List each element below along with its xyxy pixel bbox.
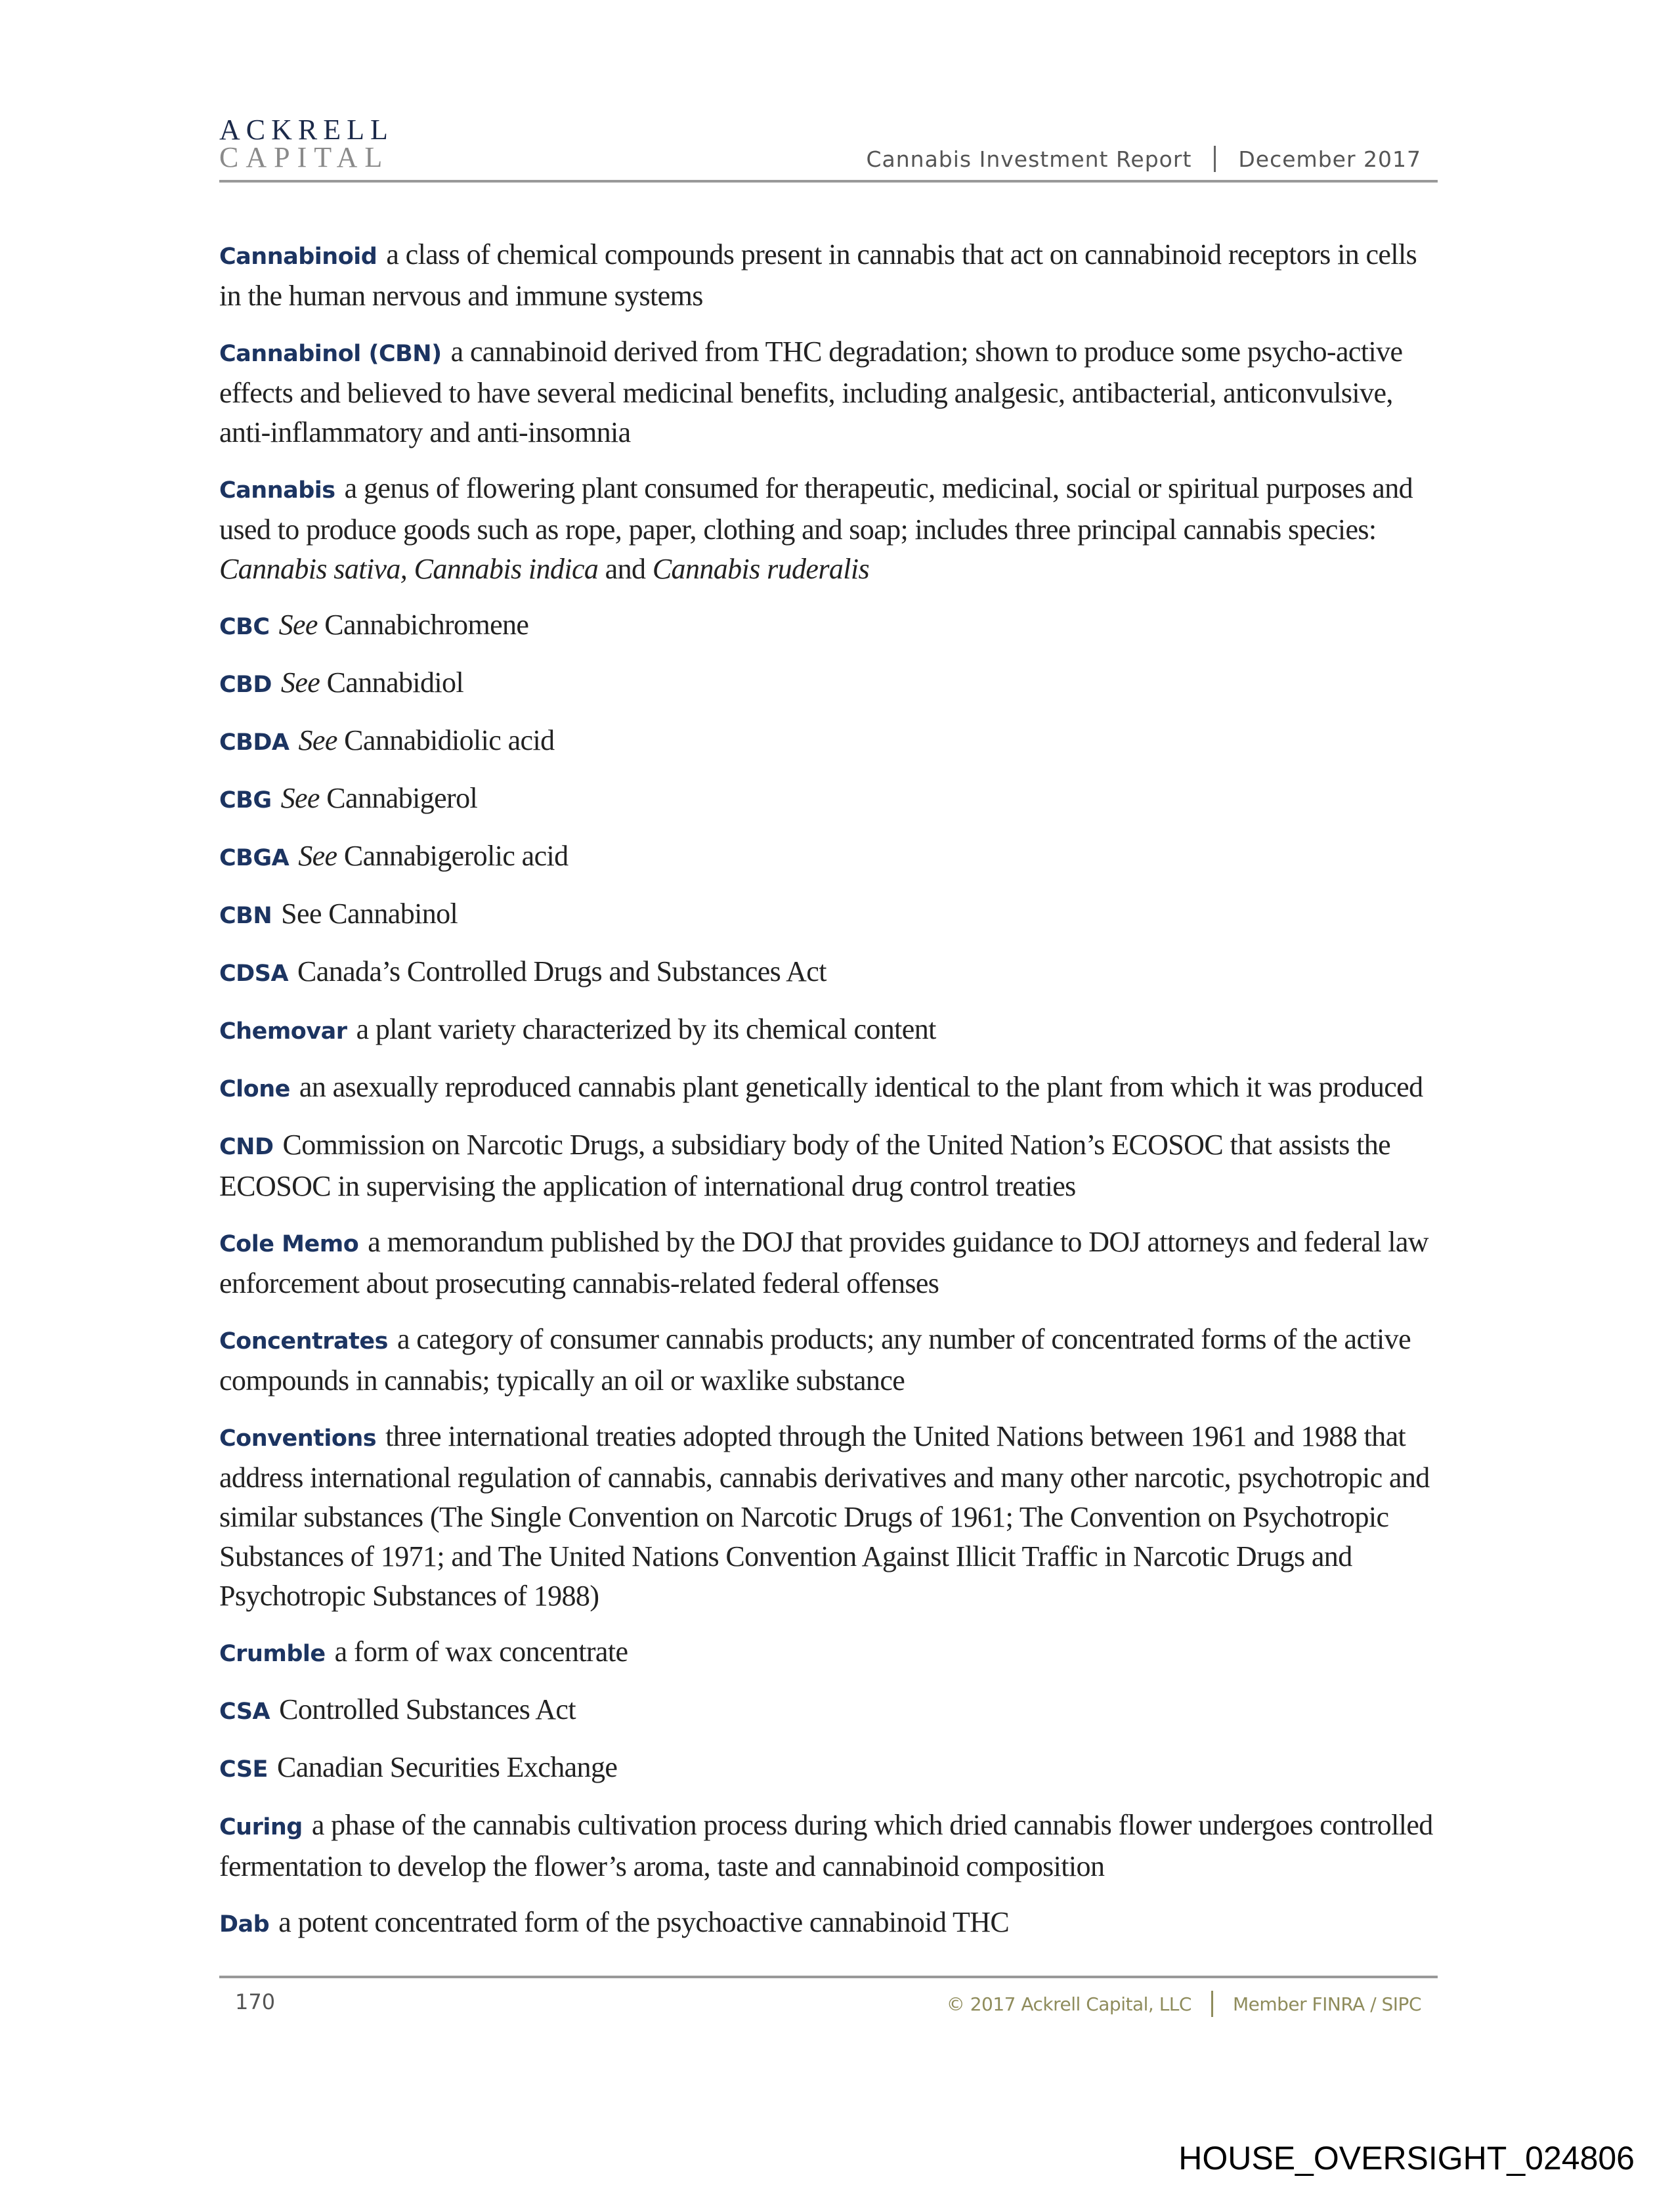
glossary-definition: See [278,609,318,641]
glossary-definition: Cannabichromene [317,609,529,641]
glossary-term: Cannabis [219,477,335,504]
glossary-term: Clone [219,1076,290,1102]
glossary-term: CND [219,1134,274,1160]
glossary-definition: Cannabigerol [319,782,478,814]
glossary-entry [219,663,1440,705]
glossary-term: CBG [219,787,272,813]
glossary-entry [219,1417,1440,1616]
glossary-entry [219,1223,1440,1303]
footer-divider [1211,1991,1213,2017]
logo-line-ackrell: ACKRELL [219,114,394,146]
glossary-definition: a class of chemical compounds present in cannabis that act on cannabinoid receptors in cells in the human nervous and immune systems [219,238,1417,312]
glossary-term: CBD [219,672,272,698]
glossary-term: Crumble [219,1641,326,1667]
glossary-term: Cannabinol (CBN) [219,341,442,367]
glossary-definition: three international treaties adopted through the United Nations between 1961 and 1988 that address international regulation of cannabis, cannabis derivatives and many other narcotic, psychotropic and similar substances (The Single Convention on Narcotic Drugs of 1961; The Convention on Psychotropic Substances of 1971; and The United Nations Convention Against Illicit Traffic in Narcotic Drugs and Psychotropic Substances of 1988) [219,1420,1430,1612]
glossary-term: CBDA [219,729,290,756]
glossary-list [219,235,1440,1961]
glossary-term: Cole Memo [219,1231,359,1257]
glossary-definition: a category of consumer cannabis products; any number of concentrated forms of the active compounds in cannabis; typically an oil or waxlike substance [219,1323,1411,1397]
glossary-entry [219,836,1440,878]
glossary-entry [219,1068,1440,1109]
glossary-entry [219,952,1440,993]
glossary-definition: an asexually reproduced cannabis plant genetically identical to the plant from which it was produced [299,1071,1423,1103]
glossary-term: Chemovar [219,1018,347,1045]
glossary-entry [219,1806,1440,1886]
glossary-definition: a plant variety characterized by its chemical content [356,1013,936,1045]
glossary-definition: a memorandum published by the DOJ that provides guidance to DOJ attorneys and federal law enforcement about prosecuting cannabis-related federal offenses [219,1226,1428,1299]
glossary-term: CBGA [219,845,290,871]
glossary-definition: a phase of the cannabis cultivation process during which dried cannabis flower undergoes controlled fermentation to develop the flower’s aroma, taste and cannabinoid composition [219,1809,1433,1882]
glossary-entry [219,1748,1440,1789]
glossary-term: CSE [219,1756,268,1783]
glossary-definition: a potent concentrated form of the psychoactive cannabinoid THC [278,1906,1010,1938]
glossary-definition: Controlled Substances Act [279,1693,576,1725]
glossary-definition: Canadian Securities Exchange [276,1751,618,1783]
glossary-definition: and [598,553,653,585]
glossary-term: Conventions [219,1425,377,1452]
company-logo [219,114,394,173]
glossary-entry [219,1010,1440,1051]
glossary-definition: See [280,666,320,699]
glossary-definition: Commission on Narcotic Drugs, a subsidiary body of the United Nation’s ECOSOC that assists the ECOSOC in supervising the application of international drug control treaties [219,1129,1391,1202]
glossary-definition: Cannabidiolic acid [337,724,555,756]
glossary-term: Cannabinoid [219,244,377,270]
footer-rule [219,1976,1438,1978]
glossary-definition: Cannabis sativa, Cannabis indica [219,553,599,585]
glossary-definition: Cannabigerolic acid [337,840,569,872]
glossary-definition: a genus of flowering plant consumed for therapeutic, medicinal, social or spiritual purposes and used to produce goods such as rope, paper, clothing and soap; includes three principal cannabis species: [219,472,1413,546]
glossary-entry [219,332,1440,452]
glossary-definition: a cannabinoid derived from THC degradation; shown to produce some psycho-active effects and believed to have several medicinal benefits, including analgesic, antibacterial, anticonvulsive, anti-inflammatory and anti-insomnia [219,336,1403,448]
glossary-definition: a form of wax concentrate [334,1636,628,1668]
header-rule [219,180,1438,183]
page-number: 170 [235,1989,276,2014]
glossary-entry [219,1320,1440,1400]
document-stamp: HOUSE_OVERSIGHT_024806 [1178,2140,1635,2177]
glossary-term: CBC [219,614,270,640]
header-info [866,146,1421,172]
logo-line-capital: CAPITAL [219,141,390,173]
glossary-entry [219,779,1440,820]
glossary-term: Curing [219,1814,303,1840]
glossary-definition: Canada’s Controlled Drugs and Substances Act [297,955,826,987]
glossary-definition: See [298,840,337,872]
glossary-definition: See Cannabinol [281,898,458,930]
report-date: December 2017 [1238,146,1421,172]
glossary-entry [219,1632,1440,1674]
footer-info [947,1991,1421,2017]
glossary-term: CBN [219,903,272,929]
glossary-entry [219,1690,1440,1731]
glossary-entry [219,469,1440,589]
glossary-definition: See [280,782,320,814]
copyright: © 2017 Ackrell Capital, LLC [946,1993,1191,2015]
glossary-entry [219,235,1440,316]
glossary-term: CSA [219,1699,270,1725]
glossary-term: CDSA [219,961,289,987]
glossary-term: Dab [219,1911,270,1938]
glossary-entry [219,605,1440,647]
glossary-entry [219,894,1440,936]
glossary-entry [219,1903,1440,1944]
glossary-entry [219,1125,1440,1206]
membership: Member FINRA / SIPC [1232,1993,1421,2015]
report-title: Cannabis Investment Report [866,146,1192,172]
glossary-term: Concentrates [219,1328,388,1355]
glossary-definition: Cannabis ruderalis [652,553,870,585]
glossary-definition: Cannabidiol [320,666,464,699]
header-divider [1214,146,1216,172]
glossary-entry [219,721,1440,762]
glossary-definition: See [298,724,337,756]
